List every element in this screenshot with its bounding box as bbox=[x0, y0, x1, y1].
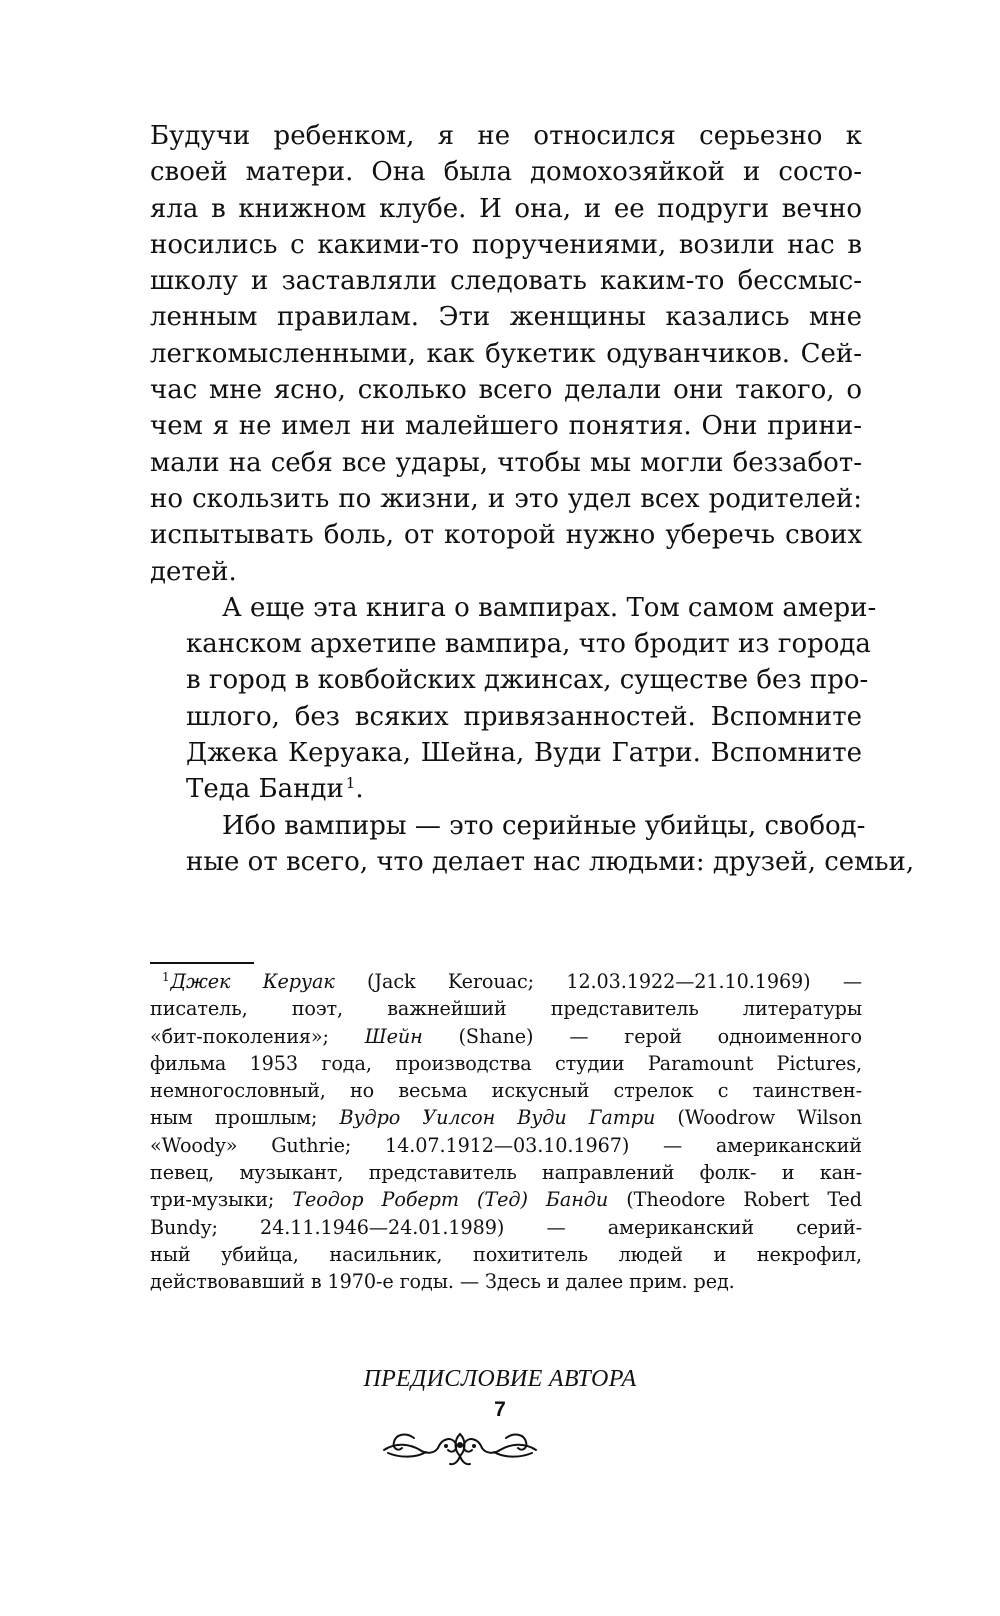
footnote-marker: 1 bbox=[162, 969, 170, 984]
footnote-reference[interactable]: 1 bbox=[345, 773, 356, 792]
text-line: но скользить по жизни, и это удел всех родителей: bbox=[150, 483, 862, 514]
footnote-line: «Woody» Guthrie; 14.07.1912—03.10.1967) — американский bbox=[150, 1133, 862, 1157]
paragraph-1 bbox=[150, 118, 862, 590]
text-line bbox=[150, 771, 862, 807]
footnote-line: певец, музыкант, представитель направлений фолк- и кан- bbox=[150, 1161, 862, 1185]
footnote-line: Bundy; 24.11.1946—24.01.1989) — американский серий- bbox=[150, 1215, 862, 1239]
text-line: чем я не имел ни малейшего понятия. Они прини- bbox=[150, 411, 862, 442]
footnote-line: немногословный, но весьма искусный стрелок с таинствен- bbox=[150, 1079, 862, 1103]
text-line: Ибо вампиры — это серийные убийцы, свобод- bbox=[222, 810, 866, 841]
footnote-name: Вудро Уилсон Вуди Гатри bbox=[339, 1106, 656, 1130]
text-line: Джека Керуака, Шейна, Вуди Гатри. Вспомните bbox=[186, 738, 862, 769]
text-line: легкомысленными, как букетик одуванчиков. Сей- bbox=[150, 338, 862, 369]
text-line: ленным правилам. Эти женщины казались мне bbox=[150, 302, 862, 333]
footnote-line: писатель, поэт, важнейший представитель литературы bbox=[150, 997, 862, 1021]
footnote-name: Шейн bbox=[364, 1024, 423, 1048]
text-line: мали на себя все удары, чтобы мы могли беззабот- bbox=[150, 447, 862, 478]
footnote-text: (Shane) — герой одноименного bbox=[422, 1024, 862, 1048]
text-line: испытывать боль, от которой нужно уберечь своих bbox=[150, 520, 862, 551]
ornament-flourish-icon bbox=[380, 1420, 540, 1470]
footnote-line: действовавший в 1970-е годы. — Здесь и далее прим. ред. bbox=[150, 1270, 735, 1294]
footnote-divider bbox=[150, 962, 254, 964]
text-fragment: Теда Банди bbox=[186, 774, 344, 805]
footnote-text: ным прошлым; bbox=[150, 1106, 340, 1130]
footnote-line bbox=[150, 968, 862, 995]
text-line: детей. bbox=[150, 556, 237, 587]
text-fragment: . bbox=[355, 774, 364, 805]
text-line: ные от всего, что делает нас людьми: друзей, семьи, bbox=[186, 846, 915, 877]
footnote-line bbox=[150, 1186, 862, 1213]
footnote-line bbox=[150, 1023, 862, 1050]
footnote-text: (Jack Kerouac; 12.03.1922—21.10.1969) — bbox=[334, 970, 862, 993]
paragraph-3 bbox=[150, 808, 915, 881]
footnote-text: три-музыки; bbox=[150, 1188, 293, 1212]
text-line: в город в ковбойских джинсах, существе без про- bbox=[186, 665, 869, 696]
page-number: 7 bbox=[494, 1398, 506, 1421]
footnote-line: ный убийца, насильник, похититель людей и некрофил, bbox=[150, 1242, 862, 1266]
text-line: носились с какими-то поручениями, возили нас в bbox=[150, 229, 862, 260]
main-text bbox=[150, 118, 915, 880]
text-line: школу и заставляли следовать каким-то бессмыс- bbox=[150, 266, 862, 297]
text-line: канском архетипе вампира, что бродит из города bbox=[186, 629, 871, 660]
text-line: яла в книжном клубе. И она, и ее подруги вечно bbox=[150, 193, 862, 224]
text-line: Будучи ребенком, я не относился серьезно к bbox=[150, 121, 862, 151]
text-line: своей матери. Она была домохозяйкой и состо- bbox=[150, 157, 862, 188]
footnote-line: фильма 1953 года, производства студии Paramount Pictures, bbox=[150, 1051, 862, 1075]
paragraph-2 bbox=[150, 590, 877, 808]
footnote bbox=[150, 968, 862, 1296]
footnote-name: Джек Керуак bbox=[170, 970, 335, 993]
footnote-name: Теодор Роберт (Тед) Банди bbox=[292, 1188, 609, 1212]
text-line: шлого, без всяких привязанностей. Вспомните bbox=[186, 701, 862, 732]
footnote-text: «бит-поколения»; bbox=[150, 1024, 365, 1048]
footnote-line bbox=[150, 1104, 862, 1131]
footnote-text: (Theodore Robert Ted bbox=[608, 1188, 862, 1212]
text-line: час мне ясно, сколько всего делали они такого, о bbox=[150, 375, 862, 406]
footnote-text: (Woodrow Wilson bbox=[655, 1106, 862, 1130]
text-line: А еще эта книга о вампирах. Том самом амери- bbox=[222, 592, 877, 623]
running-title: ПРЕДИСЛОВИЕ АВТОРА bbox=[363, 1366, 637, 1392]
